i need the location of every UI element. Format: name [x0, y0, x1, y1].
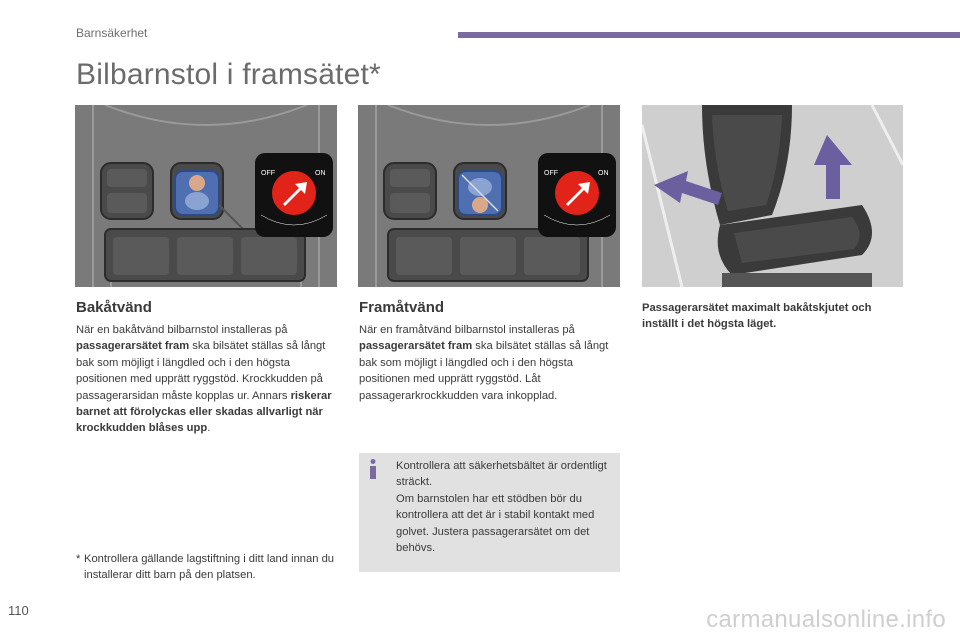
info-box — [359, 453, 620, 572]
paragraph-rear-facing: När en bakåtvänd bilbarnstol installeras på passagerarsätet fram ska bilsätet ställas så långt bak som möjligt i längdled och i den högsta positionen med upprätt ryggstöd. Krockkudden på passagerarsidan måste kopplas ur. Annars riskerar barnet att förolyckas eller skadas allvarligt när krockkudden blåses upp. — [76, 324, 332, 435]
header-accent-bar — [458, 32, 960, 38]
illustration-front-facing — [358, 105, 620, 287]
svg-text:ON: ON — [598, 170, 609, 177]
illustration-seat-adjustment — [642, 105, 903, 287]
svg-text:OFF: OFF — [544, 170, 558, 177]
page-title: Bilbarnstol i framsätet* — [76, 58, 381, 91]
heading-front-facing: Framåtvänd — [359, 299, 445, 316]
paragraph-front-facing: När en framåtvänd bilbarnstol installeras på passagerarsätet fram ska bilsätet ställas så långt bak som möjligt i längdled och i den högsta positionen med upprätt ryggstöd. Låt passagerarkrockkudden vara inkopplad. — [359, 324, 609, 402]
passenger-airbag-on-icon — [538, 153, 616, 237]
info-text: Kontrollera att säkerhetsbältet är ordentligt sträckt. Om barnstolen har ett stödben bör du kontrollera att det är i stabil kontakt med golvet. Justera passagerarsätet om det behövs. — [396, 460, 607, 555]
seat-caption: Passagerarsätet maximalt bakåtskjutet och inställt i det högsta läget. — [642, 302, 872, 331]
page-number: 110 — [8, 603, 29, 618]
passenger-airbag-off-icon — [255, 153, 333, 237]
heading-rear-facing: Bakåtvänd — [76, 299, 152, 316]
watermark: carmanualsonline.info — [706, 606, 946, 633]
info-icon — [367, 459, 379, 479]
section-label: Barnsäkerhet — [76, 26, 148, 40]
illustration-rear-facing — [75, 105, 337, 287]
svg-text:OFF: OFF — [261, 170, 275, 177]
footnote: * Kontrollera gällande lagstiftning i ditt land innan du installerar ditt barn på den platsen. — [76, 553, 335, 582]
svg-text:ON: ON — [315, 170, 326, 177]
